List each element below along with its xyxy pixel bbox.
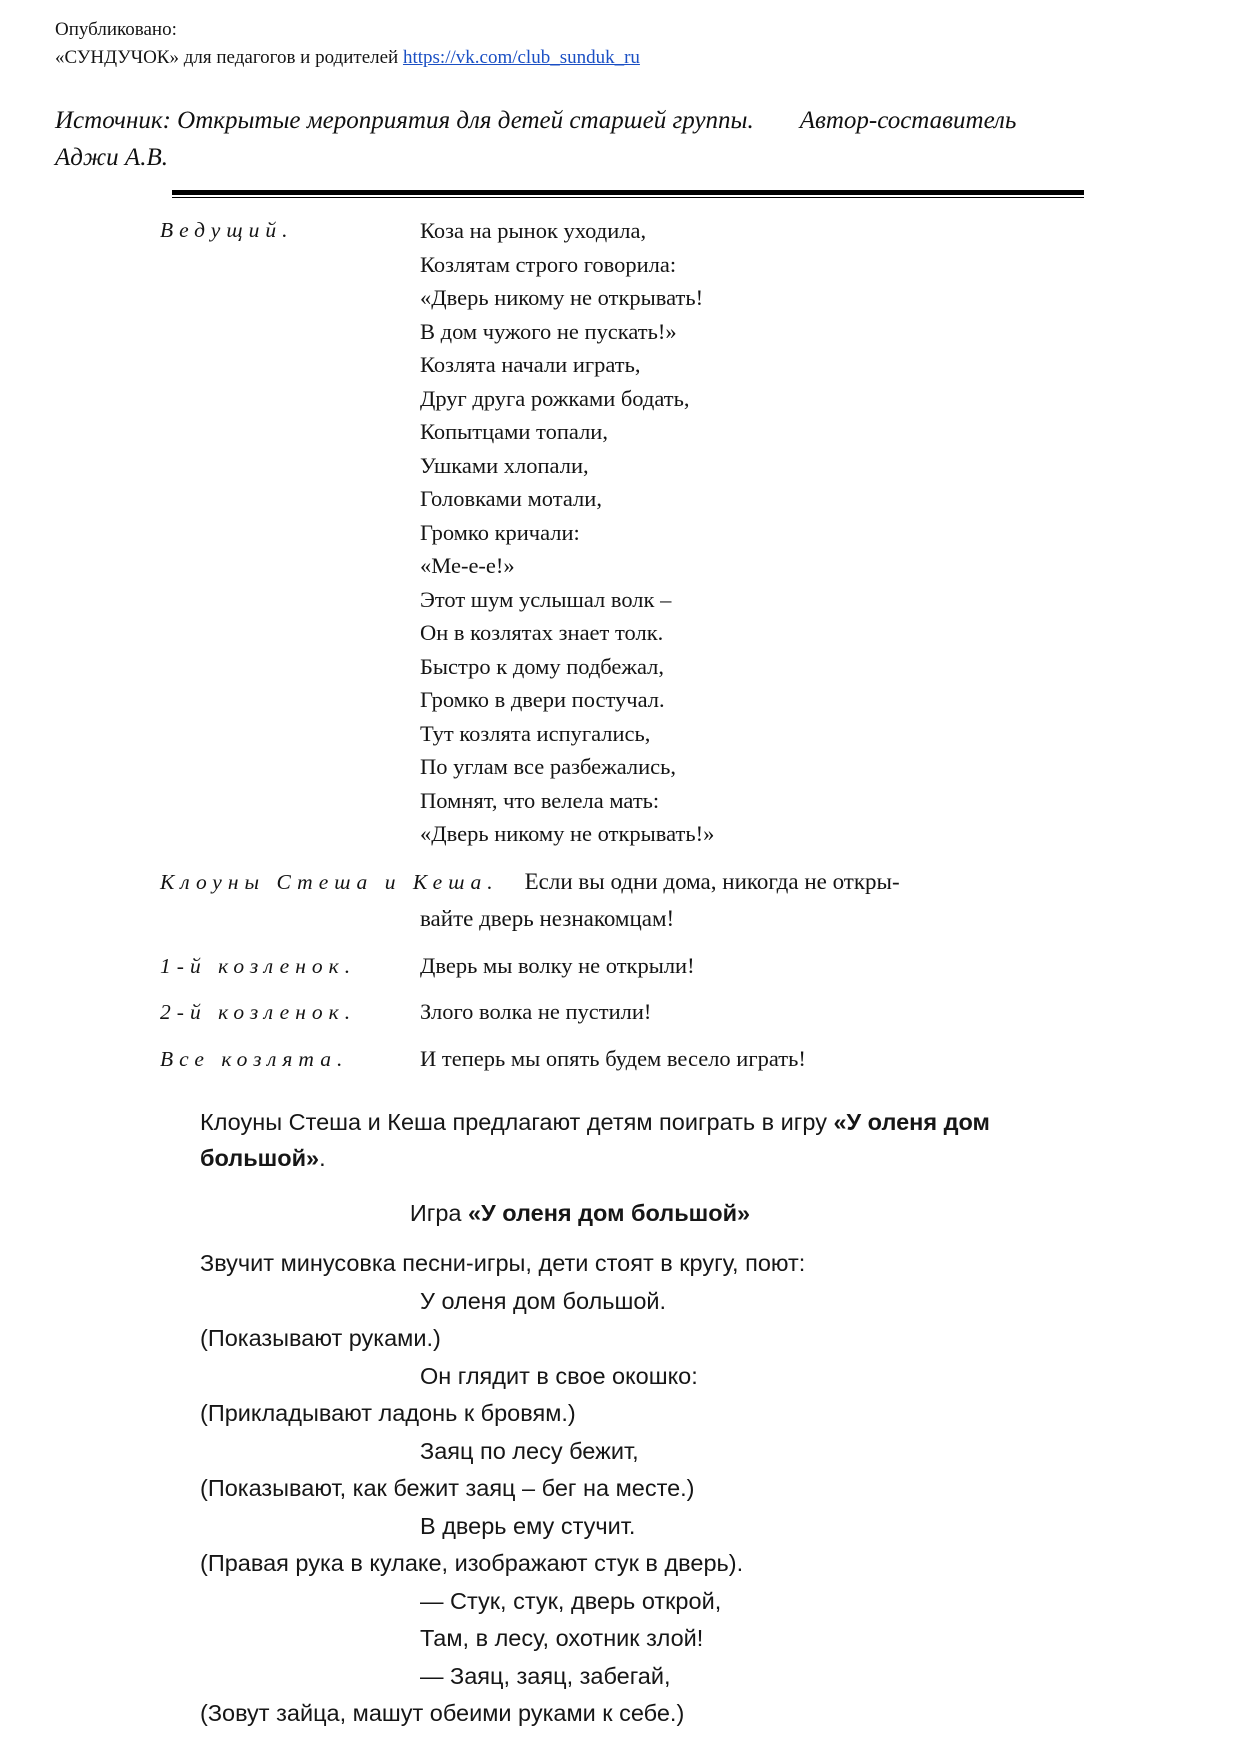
game-line: Звучит минусовка песни-игры, дети стоят в кругу, поют: [200, 1250, 806, 1276]
script-row-kid1 [160, 950, 1240, 984]
speaker-name: Все козлята. [160, 1046, 349, 1071]
verse-line: «Дверь никому не открывать!» [420, 821, 715, 846]
continuation-line: вайте дверь незнакомцам! [420, 905, 675, 931]
game-title [200, 1200, 960, 1227]
game-line: (Показывают руками.) [200, 1325, 441, 1351]
verse-line: «Ме-е-е!» [420, 553, 515, 578]
speaker-name: 2-й козленок. [160, 1000, 357, 1024]
speaker-name: Ведущий. [160, 218, 294, 242]
game-line: (Зовут зайца, машут обеими руками к себе.) [200, 1700, 685, 1726]
game-line: (Прикладывают ладонь к бровям.) [200, 1400, 576, 1426]
verse-line: Помнят, что велела мать: [420, 787, 660, 813]
game-intro-bold: «У оленя дом большой» [200, 1109, 990, 1171]
game-line: У оленя дом большой. [420, 1287, 667, 1314]
script-row-vedushchiy [160, 214, 1240, 851]
verse-line: Коза на рынок уходила, [420, 218, 647, 243]
source-block [55, 102, 1240, 176]
verse-line: Друг друга рожками бодать, [420, 385, 690, 411]
verse-line: В дом чужого не пускать!» [420, 318, 677, 344]
game-intro-text: Клоуны Стеша и Кеша предлагают детям поиграть в игру [200, 1109, 834, 1135]
verse-lines [420, 214, 714, 851]
source-line-2: Аджи А.В. [55, 144, 168, 171]
verse-line: Этот шум услышал волк – [420, 586, 672, 612]
speaker-name: 1-й козленок. [160, 953, 357, 978]
source-author-label: Автор-составитель [799, 107, 1017, 134]
verse-line: Козлята начали играть, [420, 352, 641, 377]
verse-line: Ушками хлопали, [420, 452, 589, 478]
game-line: (Показывают, как бежит заяц – бег на месте.) [200, 1475, 695, 1501]
published-block [55, 16, 1240, 72]
published-label: Опубликовано: [55, 19, 177, 40]
game-lines [0, 1245, 1240, 1733]
verse-line: Головками мотали, [420, 486, 602, 511]
game-title-bold: «У оленя дом большой» [468, 1200, 751, 1226]
game-title-prefix: Игра [409, 1200, 469, 1226]
game-line: Он глядит в свое окошко: [420, 1362, 698, 1389]
speaker-name: Клоуны Стеша и Кеша. [160, 869, 499, 894]
verse-line: Копытцами топали, [420, 419, 608, 444]
speech-text: Дверь мы волку не открыли! [420, 952, 695, 978]
script-row-kid2 [160, 996, 1240, 1030]
script-block [160, 214, 1240, 1076]
vk-link[interactable]: https://vk.com/club_sunduk_ru [402, 47, 640, 68]
source-text: Источник: Открытые мероприятия для детей старшей группы. [55, 107, 754, 134]
divider-rule [172, 190, 1084, 198]
script-row-all-kids [160, 1043, 1240, 1077]
speech-text: Злого волка не пустили! [420, 999, 652, 1024]
speech-text: И теперь мы опять будем весело играть! [420, 1045, 806, 1071]
game-intro-period: . [319, 1145, 326, 1171]
game-line: (Правая рука в кулаке, изображают стук в дверь). [200, 1550, 744, 1576]
game-line: В дверь ему стучит. [420, 1512, 636, 1539]
game-line: — Стук, стук, дверь открой, [420, 1587, 722, 1614]
published-line [55, 44, 1240, 72]
game-line: Заяц по лесу бежит, [420, 1437, 639, 1464]
verse-line: Козлятам строго говорила: [420, 251, 677, 277]
source-line-1 [55, 102, 1240, 139]
script-row-clowns [160, 863, 1090, 937]
speech-text: Если вы одни дома, никогда не откры- [524, 868, 900, 894]
verse-line: Тут козлята испугались, [420, 720, 651, 746]
verse-line: Громко кричали: [420, 519, 580, 545]
verse-line: Громко в двери постучал. [420, 687, 665, 712]
verse-line: «Дверь никому не открывать! [420, 285, 704, 310]
game-intro [200, 1104, 1010, 1176]
verse-line: Он в козлятах знает толк. [420, 620, 664, 645]
game-line: — Заяц, заяц, забегай, [420, 1662, 671, 1689]
verse-line: Быстро к дому подбежал, [420, 653, 665, 679]
game-line: Там, в лесу, охотник злой! [420, 1625, 704, 1651]
sunduk-prefix: «СУНДУЧОК» для педагогов и родителей [55, 47, 403, 68]
verse-line: По углам все разбежались, [420, 754, 677, 779]
